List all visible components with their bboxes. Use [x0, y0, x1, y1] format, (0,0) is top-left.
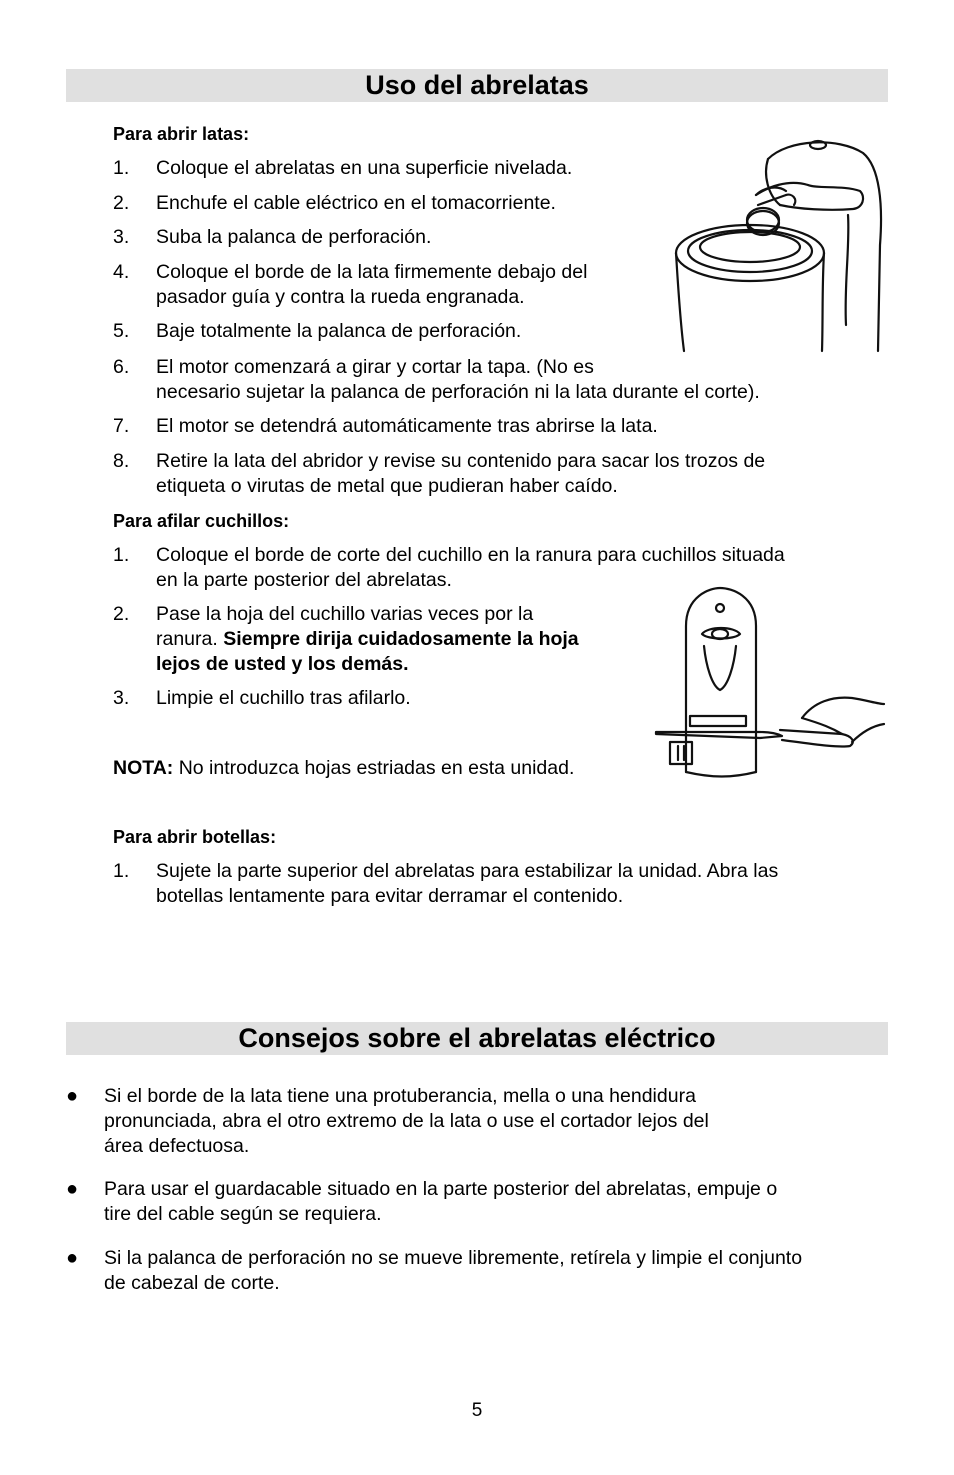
list-text: Baje totalmente la palanca de perforación. [156, 320, 522, 342]
list-text-plain: ranura. [156, 628, 224, 650]
list-text: El motor comenzará a girar y cortar la tapa. (No es [156, 356, 594, 378]
list-text: pronunciada, abra el otro extremo de la lata o use el cortador lejos del [104, 1110, 709, 1132]
bullet-icon: ● [66, 1178, 79, 1200]
list-text: Limpie el cuchillo tras afilarlo. [156, 687, 411, 709]
list-number: 3. [113, 687, 130, 709]
list-text: Coloque el abrelatas en una superficie nivelada. [156, 157, 573, 179]
heading-para-abrir-botellas: Para abrir botellas: [113, 827, 277, 847]
list-number: 7. [113, 415, 130, 437]
list-text: etiqueta o virutas de metal que pudieran haber caído. [156, 475, 618, 497]
list-number: 2. [113, 192, 130, 214]
bullet-icon: ● [66, 1085, 79, 1107]
list-text: Suba la palanca de perforación. [156, 226, 432, 248]
list-text: Si la palanca de perforación no se mueve libremente, retírela y limpie el conjunto [104, 1247, 803, 1269]
list-text: área defectuosa. [104, 1135, 250, 1157]
list-text: necesario sujetar la palanca de perforación ni la lata durante el corte). [156, 381, 760, 403]
list-text: pasador guía y contra la rueda engranada. [156, 286, 525, 308]
list-text: Retire la lata del abridor y revise su contenido para sacar los trozos de [156, 450, 766, 472]
list-number: 1. [113, 860, 130, 882]
list-number: 3. [113, 226, 130, 248]
list-text: Sujete la parte superior del abrelatas para estabilizar la unidad. Abra las [156, 860, 779, 882]
list-text: Pase la hoja del cuchillo varias veces por la [156, 603, 534, 625]
note-text: No introduzca hojas estriadas en esta unidad. [173, 757, 575, 779]
list-text: tire del cable según se requiera. [104, 1203, 382, 1225]
can-opener-illustration [668, 135, 893, 357]
warning-text: lejos de usted y los demás. [156, 653, 409, 675]
knife-sharpening-illustration [652, 586, 887, 778]
list-text: Enchufe el cable eléctrico en el tomacorriente. [156, 192, 556, 214]
section-title-consejos: Consejos sobre el abrelatas eléctrico [66, 1022, 888, 1055]
list-text [156, 627, 579, 652]
section-title-uso-del-abrelatas: Uso del abrelatas [66, 69, 888, 102]
page-number: 5 [471, 1400, 483, 1421]
heading-para-afilar-cuchillos: Para afilar cuchillos: [113, 511, 290, 531]
note [113, 756, 574, 781]
list-text: Para usar el guardacable situado en la parte posterior del abrelatas, empuje o [104, 1178, 778, 1200]
list-number: 6. [113, 356, 130, 378]
note-label: NOTA: [113, 757, 174, 779]
list-number: 2. [113, 603, 130, 625]
list-number: 5. [113, 320, 130, 342]
list-number: 4. [113, 261, 130, 283]
warning-text: Siempre dirija cuidadosamente la hoja [223, 628, 579, 650]
bullet-icon: ● [66, 1247, 79, 1269]
list-number: 1. [113, 544, 130, 566]
list-text: Si el borde de la lata tiene una protuberancia, mella o una hendidura [104, 1085, 696, 1107]
list-number: 8. [113, 450, 130, 472]
list-number: 1. [113, 157, 130, 179]
list-text: de cabezal de corte. [104, 1272, 280, 1294]
list-text: Coloque el borde de corte del cuchillo en la ranura para cuchillos situada [156, 544, 785, 566]
list-text: Coloque el borde de la lata firmemente debajo del [156, 261, 588, 283]
list-text: en la parte posterior del abrelatas. [156, 569, 452, 591]
heading-para-abrir-latas: Para abrir latas: [113, 124, 250, 144]
list-text: El motor se detendrá automáticamente tras abrirse la lata. [156, 415, 658, 437]
list-text: botellas lentamente para evitar derramar el contenido. [156, 885, 624, 907]
